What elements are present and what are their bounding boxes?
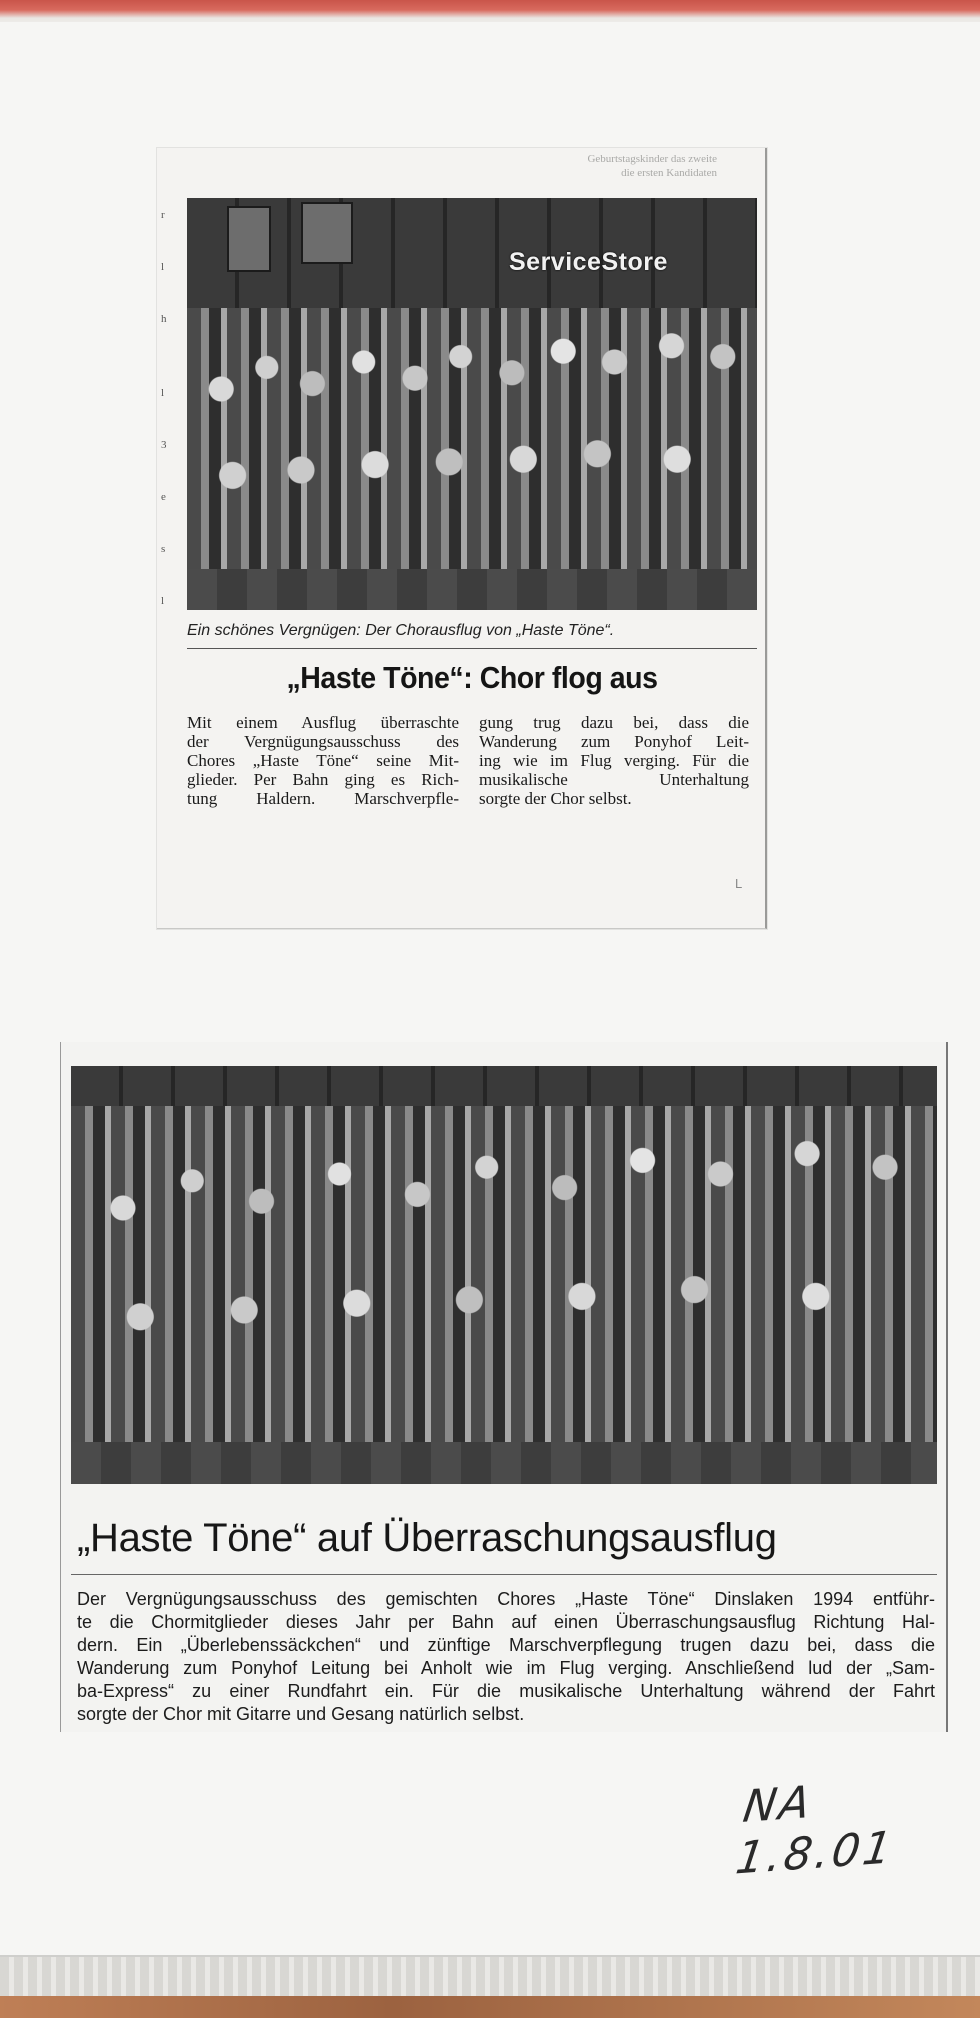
article-column-1: [187, 713, 459, 808]
margin-char: l: [161, 387, 165, 399]
clipped-margin-letters: [161, 208, 177, 728]
text-line: sorgte der Chor selbst.: [479, 789, 632, 808]
text-line: dern. Ein „Überlebenssäckchen“ und zünftige Marschverpflegung trugen dazu bei, dass die: [77, 1635, 935, 1655]
article-headline: „Haste Töne“: Chor flog aus: [286, 660, 658, 695]
text-line: ba-Express“ zu einer Rundfahrt ein. Für die musikalische Unterhaltung während der Fahrt: [77, 1681, 935, 1701]
store-sign: ServiceStore: [509, 248, 668, 276]
choir-group: [71, 1106, 937, 1446]
article-column-2: [479, 713, 749, 808]
newspaper-clipping-1: [157, 148, 767, 929]
text-line: tung Haldern. Marschverpfle-: [187, 789, 459, 808]
pavement: [187, 569, 757, 610]
photo-caption: Ein schönes Vergnügen: Der Chorausflug von „Haste Töne“.: [187, 622, 615, 639]
text-line: Wanderung zum Ponyhof Leitung bei Anholt wie im Flug verging. Anschließend lud der „Sam-: [77, 1658, 935, 1678]
handwritten-date-note: NA 1.8.01: [732, 1776, 898, 1885]
text-line: Der Vergnügungsausschuss des gemischten Chores „Haste Töne“ Dinslaken 1994 entführ-: [77, 1589, 935, 1609]
text-line: musikalische Unterhaltung: [479, 770, 749, 789]
text-line: te die Chormitglieder dieses Jahr per Bahn auf einen Überraschungsausflug Richtung Hal-: [77, 1612, 935, 1632]
scrapbook-page: [0, 22, 980, 1972]
newspaper-clipping-2: [60, 1042, 948, 1732]
margin-char: e: [161, 491, 166, 503]
margin-char: l: [161, 595, 165, 607]
article-headline: „Haste Töne“ auf Überraschungsausflug: [77, 1516, 777, 1560]
text-line: Wanderung zum Ponyhof Leit-: [479, 732, 749, 751]
sheet-protector-edge: [0, 1955, 980, 2018]
caption-rule: [187, 648, 757, 649]
margin-char: l: [161, 261, 165, 273]
bleed-through-text: Geburtstagskinder das zweite die ersten Kandidaten: [587, 153, 717, 179]
margin-char: 3: [161, 439, 167, 451]
text-line: Mit einem Ausflug überraschte: [187, 713, 459, 732]
margin-char: s: [161, 543, 166, 555]
group-photo-2: [71, 1066, 937, 1484]
article-body: [77, 1588, 935, 1726]
pavement: [71, 1442, 937, 1484]
corner-mark: L: [735, 876, 743, 891]
margin-char: r: [161, 209, 165, 221]
text-line: der Vergnügungsausschuss des: [187, 732, 459, 751]
text-line: gung trug dazu bei, dass die: [479, 713, 749, 732]
text-line: ing wie im Flug verging. Für die: [479, 751, 749, 770]
text-line: sorgte der Chor mit Gitarre und Gesang natürlich selbst.: [77, 1704, 525, 1724]
group-photo-1: [187, 198, 757, 610]
choir-group: [187, 308, 757, 578]
table-surface: [0, 1996, 980, 2018]
headline-rule: [71, 1574, 937, 1575]
window: [301, 202, 353, 264]
margin-char: h: [161, 313, 167, 325]
window: [227, 206, 271, 272]
text-line: Chores „Haste Töne“ seine Mit-: [187, 751, 459, 770]
text-line: glieder. Per Bahn ging es Rich-: [187, 770, 459, 789]
